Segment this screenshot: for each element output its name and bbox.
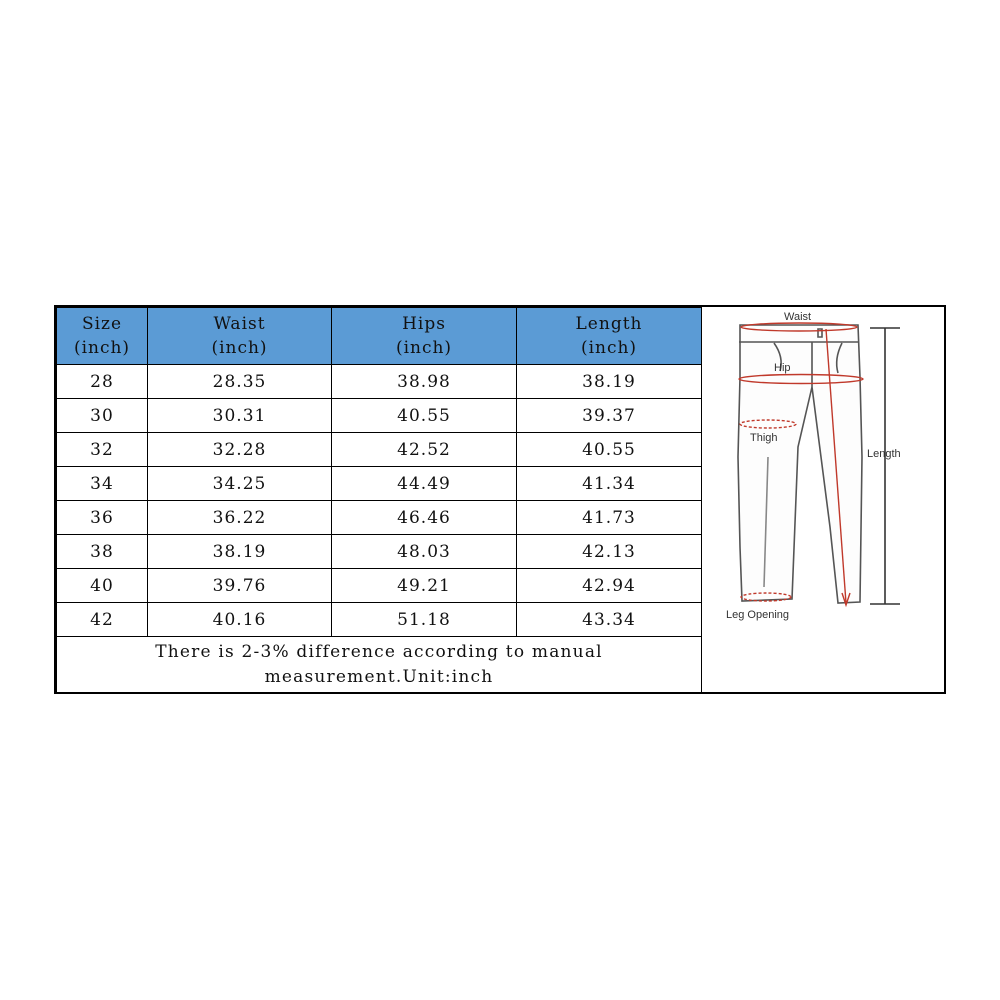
waist-cell: 36.22	[148, 501, 332, 535]
header-mark	[478, 296, 528, 300]
size-cell: 34	[57, 467, 148, 501]
note-row	[57, 637, 702, 694]
header-size: Size (inch)	[57, 308, 148, 365]
table-row	[57, 399, 702, 433]
hips-cell: 46.46	[332, 501, 517, 535]
hips-cell: 51.18	[332, 603, 517, 637]
length-cell: 40.55	[517, 433, 702, 467]
table-row	[57, 535, 702, 569]
table-row	[57, 365, 702, 399]
table-row	[57, 569, 702, 603]
length-cell: 41.73	[517, 501, 702, 535]
pants-diagram	[701, 307, 944, 694]
size-cell: 28	[57, 365, 148, 399]
leg-opening-label: Leg Opening	[726, 609, 789, 621]
table-row	[57, 467, 702, 501]
size-cell: 42	[57, 603, 148, 637]
size-cell: 40	[57, 569, 148, 603]
measurement-note: There is 2-3% difference according to manual measurement.Unit:inch	[57, 637, 702, 694]
size-cell: 32	[57, 433, 148, 467]
waist-cell: 38.19	[148, 535, 332, 569]
hips-cell: 40.55	[332, 399, 517, 433]
length-cell: 39.37	[517, 399, 702, 433]
hips-cell: 38.98	[332, 365, 517, 399]
length-label: Length	[867, 448, 901, 460]
header-hips: Hips (inch)	[332, 308, 517, 365]
hips-cell: 44.49	[332, 467, 517, 501]
length-cell: 41.34	[517, 467, 702, 501]
hips-cell: 49.21	[332, 569, 517, 603]
hips-cell: 48.03	[332, 535, 517, 569]
hips-cell: 42.52	[332, 433, 517, 467]
waist-cell: 30.31	[148, 399, 332, 433]
length-cell: 42.94	[517, 569, 702, 603]
size-table	[56, 307, 702, 694]
size-chart	[54, 305, 946, 694]
waist-cell: 40.16	[148, 603, 332, 637]
header-row	[57, 308, 702, 365]
length-cell: 42.13	[517, 535, 702, 569]
header-length: Length (inch)	[517, 308, 702, 365]
length-scale	[870, 328, 900, 604]
waist-label: Waist	[784, 311, 812, 323]
table-row	[57, 433, 702, 467]
waist-cell: 28.35	[148, 365, 332, 399]
size-cell: 38	[57, 535, 148, 569]
waist-cell: 39.76	[148, 569, 332, 603]
size-cell: 36	[57, 501, 148, 535]
length-cell: 38.19	[517, 365, 702, 399]
waist-cell: 32.28	[148, 433, 332, 467]
thigh-label: Thigh	[750, 432, 778, 444]
table-row	[57, 603, 702, 637]
table-row	[57, 501, 702, 535]
length-cell: 43.34	[517, 603, 702, 637]
waist-cell: 34.25	[148, 467, 332, 501]
size-cell: 30	[57, 399, 148, 433]
header-waist: Waist (inch)	[148, 308, 332, 365]
hip-label: Hip	[774, 362, 791, 374]
